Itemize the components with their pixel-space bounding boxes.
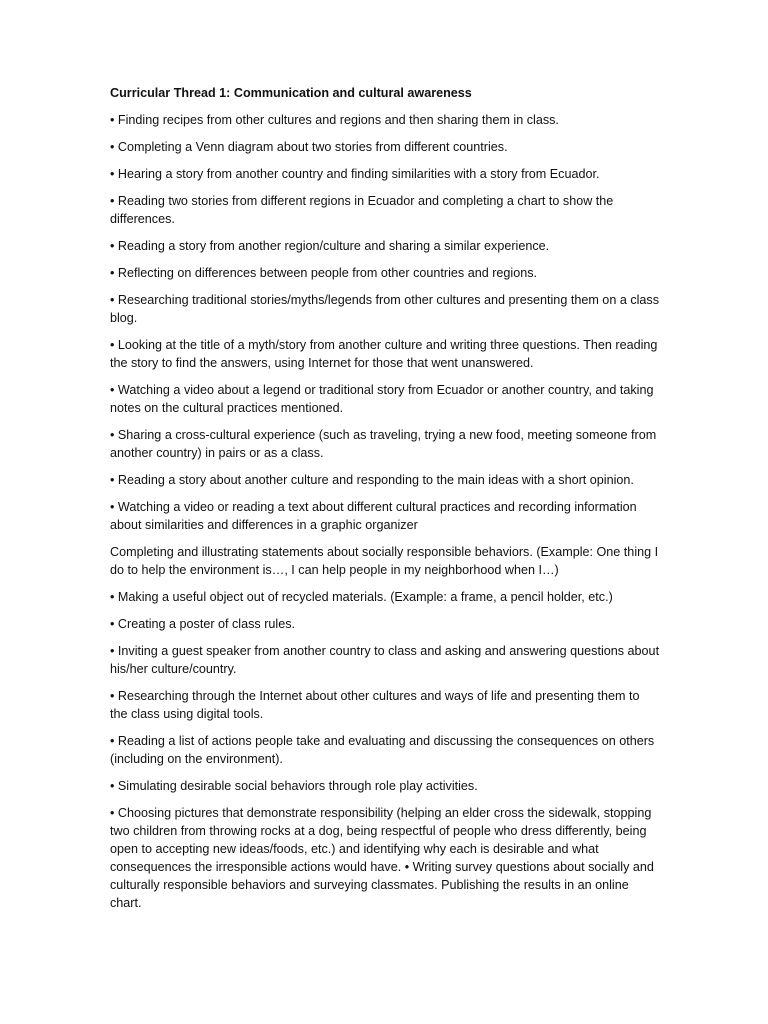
paragraph: • Reading a list of actions people take and evaluating and discussing the consequences on others (including on the environment). bbox=[110, 734, 655, 766]
paragraph: • Researching through the Internet about other cultures and ways of life and presenting them to the class using digital tools. bbox=[110, 689, 640, 721]
document-page bbox=[110, 84, 660, 921]
paragraph: • Watching a video about a legend or traditional story from Ecuador or another country, and taking notes on the cultural practices mentioned. bbox=[110, 383, 654, 415]
paragraph: • Hearing a story from another country and finding similarities with a story from Ecuador. bbox=[110, 167, 600, 181]
paragraph: • Making a useful object out of recycled materials. (Example: a frame, a pencil holder, etc.) bbox=[110, 590, 613, 604]
paragraph: • Finding recipes from other cultures and regions and then sharing them in class. bbox=[110, 113, 559, 127]
paragraph: • Sharing a cross-cultural experience (such as traveling, trying a new food, meeting someone from another country) in pairs or as a class. bbox=[110, 428, 657, 460]
paragraph: • Choosing pictures that demonstrate responsibility (helping an elder cross the sidewalk, stopping two children from throwing rocks at a dog, being respectful of people who dress differently, being open to accepting new ideas/foods, etc.) and identifying why each is desirable and what consequences the irresponsible actions would have. • Writing survey questions about socially and culturally responsible behaviors and surveying classmates. Publishing the results in an online chart. bbox=[110, 806, 654, 910]
paragraph: • Completing a Venn diagram about two stories from different countries. bbox=[110, 140, 508, 154]
paragraph: • Reading a story about another culture and responding to the main ideas with a short opinion. bbox=[110, 473, 634, 487]
paragraph: • Looking at the title of a myth/story from another culture and writing three questions. Then reading the story to find the answers, using Internet for those that went unanswered. bbox=[110, 338, 658, 370]
paragraph: • Creating a poster of class rules. bbox=[110, 617, 296, 631]
paragraph: • Researching traditional stories/myths/legends from other cultures and presenting them on a class blog. bbox=[110, 293, 660, 325]
paragraph: • Reading a story from another region/culture and sharing a similar experience. bbox=[110, 239, 550, 253]
paragraph: • Watching a video or reading a text about different cultural practices and recording information about similarities and differences in a graphic organizer bbox=[110, 500, 637, 532]
paragraph: • Reading two stories from different regions in Ecuador and completing a chart to show the differences. bbox=[110, 194, 614, 226]
paragraph: • Simulating desirable social behaviors through role play activities. bbox=[110, 779, 478, 793]
paragraph: • Reflecting on differences between people from other countries and regions. bbox=[110, 266, 538, 280]
paragraph: Completing and illustrating statements about socially responsible behaviors. (Example: One thing I do to help the environment is…, I can help people in my neighborhood when I…) bbox=[110, 545, 659, 577]
paragraph: • Inviting a guest speaker from another country to class and asking and answering questions about his/her culture/country. bbox=[110, 644, 660, 676]
document-title: Curricular Thread 1: Communication and cultural awareness bbox=[110, 86, 472, 100]
